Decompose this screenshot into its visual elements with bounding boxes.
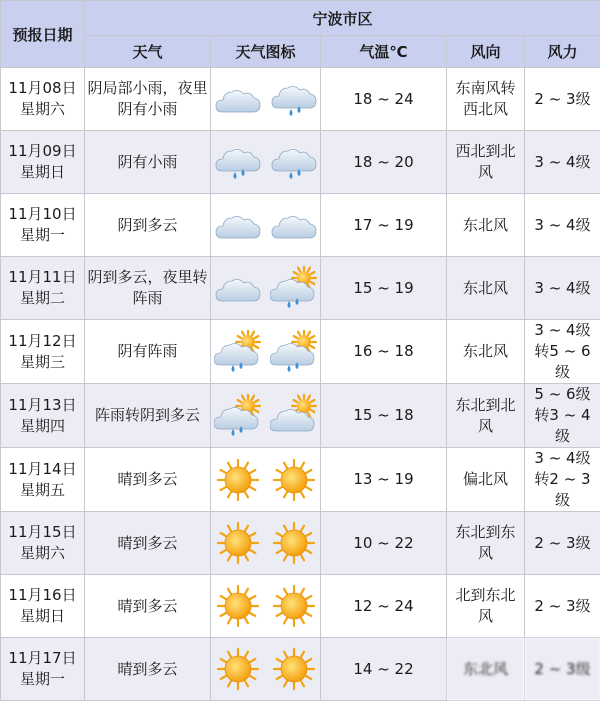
weather-description-cell: 晴到多云 xyxy=(85,638,211,701)
wind-direction-cell: 东北风 xyxy=(447,638,525,701)
sun-rain-icon xyxy=(214,394,262,438)
date-text: 11月09日 xyxy=(1,141,84,162)
temperature-cell: 10 ~ 22 xyxy=(321,512,447,575)
wind-direction-cell: 东北到东风 xyxy=(447,512,525,575)
temperature-cell: 18 ~ 24 xyxy=(321,68,447,131)
wind-force-cell: 3 ~ 4级 xyxy=(525,194,600,257)
date-text: 11月11日 xyxy=(1,267,84,288)
weekday-text: 星期二 xyxy=(1,288,84,309)
weather-icons-cell xyxy=(211,320,321,384)
forecast-row xyxy=(1,512,600,575)
forecast-rows xyxy=(1,68,600,701)
sun-icon xyxy=(270,521,318,565)
temperature-cell: 15 ~ 18 xyxy=(321,384,447,448)
forecast-date-cell xyxy=(1,194,85,257)
weather-description-cell: 阴到多云 xyxy=(85,194,211,257)
wind-force-cell: 2 ~ 3级 xyxy=(525,575,600,638)
weekday-text: 星期一 xyxy=(1,669,84,690)
date-text: 11月15日 xyxy=(1,522,84,543)
date-text: 11月12日 xyxy=(1,331,84,352)
wind-direction-cell: 东北风 xyxy=(447,257,525,320)
weather-icons-cell xyxy=(211,194,321,257)
weekday-text: 星期日 xyxy=(1,606,84,627)
weather-description-cell: 阵雨转阴到多云 xyxy=(85,384,211,448)
cloud-icon xyxy=(270,203,318,247)
date-text: 11月16日 xyxy=(1,585,84,606)
forecast-date-cell xyxy=(1,512,85,575)
weather-icons-cell xyxy=(211,575,321,638)
rain-icon xyxy=(270,77,318,121)
date-column-header: 预报日期 xyxy=(1,1,85,68)
weather-icons-cell xyxy=(211,384,321,448)
sun-rain-icon xyxy=(270,330,318,374)
sun-icon xyxy=(270,647,318,691)
wind-force-cell: 5 ~ 6级转3 ~ 4级 xyxy=(525,384,600,448)
weekday-text: 星期六 xyxy=(1,99,84,120)
temperature-cell: 13 ~ 19 xyxy=(321,448,447,512)
forecast-row xyxy=(1,257,600,320)
wind-force-column-header: 风力 xyxy=(525,36,600,68)
weather-column-header: 天气 xyxy=(85,36,211,68)
sun-icon xyxy=(270,458,318,502)
forecast-date-cell xyxy=(1,384,85,448)
weather-icons-cell xyxy=(211,257,321,320)
temperature-cell: 18 ~ 20 xyxy=(321,131,447,194)
forecast-date-cell xyxy=(1,68,85,131)
wind-force-cell: 2 ~ 3级 xyxy=(525,512,600,575)
sun-icon xyxy=(214,647,262,691)
weather-icons-cell xyxy=(211,68,321,131)
sun-rain-icon xyxy=(214,330,262,374)
wind-direction-cell: 偏北风 xyxy=(447,448,525,512)
sun-cloud-icon xyxy=(270,394,318,438)
city-header: 宁波市区 xyxy=(85,1,600,36)
forecast-date-cell xyxy=(1,131,85,194)
wind-direction-column-header: 风向 xyxy=(447,36,525,68)
wind-direction-cell: 西北到北风 xyxy=(447,131,525,194)
weekday-text: 星期四 xyxy=(1,416,84,437)
icon-column-header: 天气图标 xyxy=(211,36,321,68)
wind-force-cell: 3 ~ 4级转2 ~ 3级 xyxy=(525,448,600,512)
forecast-row xyxy=(1,131,600,194)
weather-description-cell: 阴有小雨 xyxy=(85,131,211,194)
forecast-row xyxy=(1,194,600,257)
temperature-cell: 15 ~ 19 xyxy=(321,257,447,320)
wind-direction-cell: 东北风 xyxy=(447,194,525,257)
forecast-row xyxy=(1,384,600,448)
sun-icon xyxy=(214,458,262,502)
weather-description-cell: 晴到多云 xyxy=(85,448,211,512)
weekday-text: 星期一 xyxy=(1,225,84,246)
weather-icons-cell xyxy=(211,512,321,575)
wind-force-cell: 2 ~ 3级 xyxy=(525,68,600,131)
date-text: 11月10日 xyxy=(1,204,84,225)
temperature-cell: 12 ~ 24 xyxy=(321,575,447,638)
rain-icon xyxy=(214,140,262,184)
weather-icons-cell xyxy=(211,131,321,194)
rain-icon xyxy=(270,140,318,184)
wind-force-cell: 3 ~ 4级 xyxy=(525,131,600,194)
weekday-text: 星期三 xyxy=(1,352,84,373)
weather-description-cell: 阴有阵雨 xyxy=(85,320,211,384)
weather-icons-cell xyxy=(211,638,321,701)
weather-description-cell: 晴到多云 xyxy=(85,512,211,575)
temperature-cell: 16 ~ 18 xyxy=(321,320,447,384)
weather-icons-cell xyxy=(211,448,321,512)
weather-description-cell: 阴到多云，夜里转阵雨 xyxy=(85,257,211,320)
date-text: 11月13日 xyxy=(1,395,84,416)
wind-direction-cell: 东北风 xyxy=(447,320,525,384)
wind-direction-cell: 东南风转西北风 xyxy=(447,68,525,131)
wind-direction-cell: 东北到北风 xyxy=(447,384,525,448)
forecast-date-cell xyxy=(1,257,85,320)
forecast-date-cell xyxy=(1,575,85,638)
temperature-cell: 14 ~ 22 xyxy=(321,638,447,701)
sun-rain-icon xyxy=(270,266,318,310)
weekday-text: 星期日 xyxy=(1,162,84,183)
date-text: 11月17日 xyxy=(1,648,84,669)
wind-force-cell: 3 ~ 4级 xyxy=(525,257,600,320)
forecast-row xyxy=(1,448,600,512)
forecast-date-cell xyxy=(1,448,85,512)
wind-direction-cell: 北到东北风 xyxy=(447,575,525,638)
sun-icon xyxy=(214,521,262,565)
wind-force-cell: 2 ~ 3级 xyxy=(525,638,600,701)
forecast-row xyxy=(1,638,600,701)
forecast-date-cell xyxy=(1,638,85,701)
weekday-text: 星期六 xyxy=(1,543,84,564)
weather-description-cell: 阴局部小雨，夜里阴有小雨 xyxy=(85,68,211,131)
forecast-row xyxy=(1,575,600,638)
weekday-text: 星期五 xyxy=(1,480,84,501)
date-text: 11月14日 xyxy=(1,459,84,480)
cloud-icon xyxy=(214,203,262,247)
forecast-row xyxy=(1,320,600,384)
sun-icon xyxy=(270,584,318,628)
temperature-cell: 17 ~ 19 xyxy=(321,194,447,257)
temperature-column-header: 气温℃ xyxy=(321,36,447,68)
cloud-icon xyxy=(214,77,262,121)
cloud-icon xyxy=(214,266,262,310)
weather-description-cell: 晴到多云 xyxy=(85,575,211,638)
sun-icon xyxy=(214,584,262,628)
date-text: 11月08日 xyxy=(1,78,84,99)
forecast-date-cell xyxy=(1,320,85,384)
forecast-row xyxy=(1,68,600,131)
wind-force-cell: 3 ~ 4级转5 ~ 6级 xyxy=(525,320,600,384)
